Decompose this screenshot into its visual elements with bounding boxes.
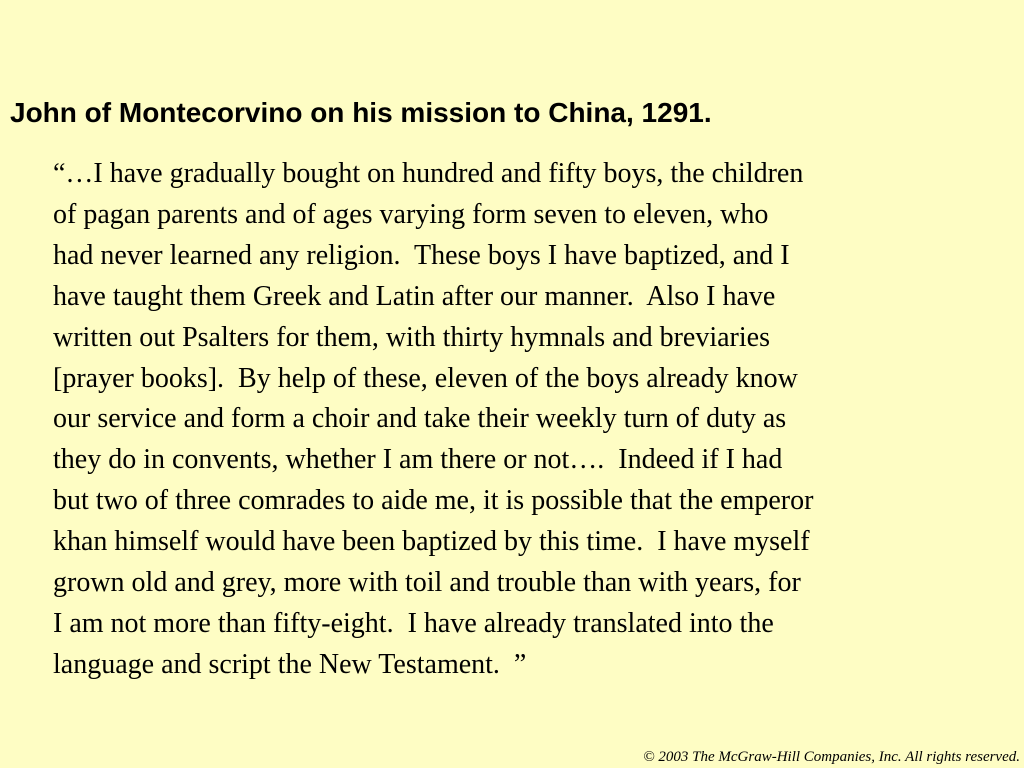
quote-line: I am not more than fifty-eight. I have already translated into the [53,607,774,639]
quote-line: had never learned any religion. These boys I have baptized, and I [53,239,790,271]
quote-line: grown old and grey, more with toil and trouble than with years, for [53,567,801,599]
quote-line: our service and form a choir and take their weekly turn of duty as [53,403,787,435]
quote-line: of pagan parents and of ages varying form seven to eleven, who [53,198,769,230]
quote-line: khan himself would have been baptized by this time. I have myself [53,526,810,558]
quote-line: language and script the New Testament. ” [53,648,527,680]
quote-line: “…I have gradually bought on hundred and fifty boys, the children [53,158,804,189]
quote-line: written out Psalters for them, with thirty hymnals and breviaries [53,321,770,353]
quote-line: but two of three comrades to aide me, it is possible that the emperor [53,485,814,517]
quote-body [53,154,813,686]
quote-line: [prayer books]. By help of these, eleven of the boys already know [53,362,798,394]
slide-title: John of Montecorvino on his mission to China, 1291. [10,97,712,128]
quote-line: they do in convents, whether I am there or not…. Indeed if I had [53,444,783,476]
copyright-notice: © 2003 The McGraw-Hill Companies, Inc. All rights reserved. [643,749,1020,765]
quote-line: have taught them Greek and Latin after our manner. Also I have [53,280,776,312]
